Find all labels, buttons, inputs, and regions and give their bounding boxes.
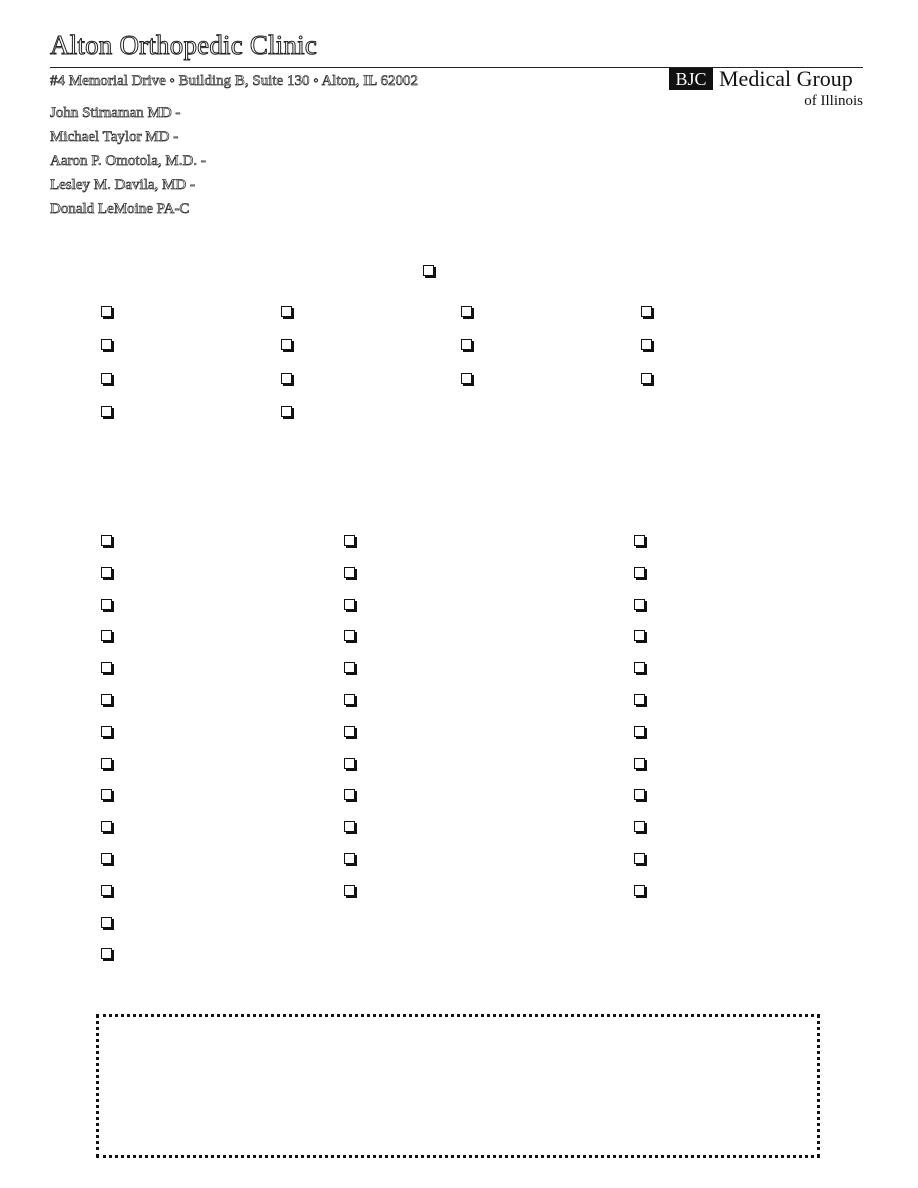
checkbox-grid-a-c2-r1[interactable]	[281, 306, 292, 317]
checkbox-grid-a-c3-r3[interactable]	[461, 373, 472, 384]
checkbox-grid-b-c1-r5[interactable]	[101, 662, 112, 673]
checkbox-grid-a-c3-r1[interactable]	[461, 306, 472, 317]
checkbox-grid-b-c2-r2[interactable]	[344, 567, 355, 578]
checkbox-grid-a-c4-r1[interactable]	[641, 306, 652, 317]
notes-box[interactable]	[96, 1014, 820, 1158]
checkbox-grid-b-c1-r13[interactable]	[101, 917, 112, 928]
logo-mark: BJC	[669, 68, 713, 90]
checkbox-grid-b-c2-r12[interactable]	[344, 885, 355, 896]
checkbox-grid-b-c2-r9[interactable]	[344, 789, 355, 800]
checkbox-grid-a-c2-r4[interactable]	[281, 406, 292, 417]
checkbox-top[interactable]	[423, 265, 434, 276]
checkbox-grid-b-c1-r2[interactable]	[101, 567, 112, 578]
checkbox-grid-a-c4-r3[interactable]	[641, 373, 652, 384]
checkbox-grid-a-c2-r2[interactable]	[281, 339, 292, 350]
checkbox-grid-a-c3-r2[interactable]	[461, 339, 472, 350]
checkbox-grid-a-c1-r4[interactable]	[101, 406, 112, 417]
checkbox-grid-b-c2-r11[interactable]	[344, 853, 355, 864]
checkbox-grid-b-c2-r10[interactable]	[344, 821, 355, 832]
checkbox-grid-b-c3-r8[interactable]	[634, 758, 645, 769]
checkbox-grid-b-c3-r4[interactable]	[634, 630, 645, 641]
checkbox-grid-a-c4-r2[interactable]	[641, 339, 652, 350]
checkbox-grid-b-c2-r4[interactable]	[344, 630, 355, 641]
checkbox-grid-b-c1-r11[interactable]	[101, 853, 112, 864]
checkbox-grid-b-c2-r7[interactable]	[344, 726, 355, 737]
checkbox-grid-b-c2-r5[interactable]	[344, 662, 355, 673]
provider-5: Donald LeMoine PA-C	[50, 201, 190, 217]
checkbox-grid-b-c1-r9[interactable]	[101, 789, 112, 800]
checkbox-grid-b-c3-r7[interactable]	[634, 726, 645, 737]
checkbox-grid-b-c1-r1[interactable]	[101, 535, 112, 546]
checkbox-grid-b-c3-r11[interactable]	[634, 853, 645, 864]
checkbox-grid-b-c3-r12[interactable]	[634, 885, 645, 896]
clinic-name: Alton Orthopedic Clinic	[50, 30, 318, 60]
checkbox-grid-b-c2-r8[interactable]	[344, 758, 355, 769]
checkbox-grid-b-c3-r6[interactable]	[634, 694, 645, 705]
checkbox-grid-b-c3-r10[interactable]	[634, 821, 645, 832]
checkbox-grid-b-c1-r10[interactable]	[101, 821, 112, 832]
checkbox-grid-b-c1-r12[interactable]	[101, 885, 112, 896]
checkbox-grid-b-c1-r8[interactable]	[101, 758, 112, 769]
checkbox-grid-b-c2-r3[interactable]	[344, 599, 355, 610]
provider-3: Aaron P. Omotola, M.D. -	[50, 153, 206, 169]
clinic-address: #4 Memorial Drive ◦ Building B, Suite 130 ◦ Alton, IL 62002	[50, 73, 418, 89]
logo-region: of Illinois	[804, 93, 863, 109]
provider-1: John Stirnaman MD -	[50, 105, 181, 121]
checkbox-grid-b-c3-r9[interactable]	[634, 789, 645, 800]
checkbox-grid-b-c1-r4[interactable]	[101, 630, 112, 641]
checkbox-grid-b-c3-r2[interactable]	[634, 567, 645, 578]
checkbox-grid-b-c1-r7[interactable]	[101, 726, 112, 737]
checkbox-grid-b-c2-r1[interactable]	[344, 535, 355, 546]
bjc-logo	[669, 66, 865, 116]
checkbox-grid-a-c1-r2[interactable]	[101, 339, 112, 350]
provider-4: Lesley M. Davila, MD -	[50, 177, 195, 193]
checkbox-grid-a-c1-r1[interactable]	[101, 306, 112, 317]
provider-2: Michael Taylor MD -	[50, 129, 179, 145]
checkbox-grid-a-c1-r3[interactable]	[101, 373, 112, 384]
checkbox-grid-b-c1-r14[interactable]	[101, 948, 112, 959]
logo-name: Medical Group	[719, 66, 853, 91]
checkbox-grid-b-c1-r3[interactable]	[101, 599, 112, 610]
checkbox-grid-b-c2-r6[interactable]	[344, 694, 355, 705]
checkbox-grid-b-c1-r6[interactable]	[101, 694, 112, 705]
checkbox-grid-b-c3-r1[interactable]	[634, 535, 645, 546]
checkbox-grid-a-c2-r3[interactable]	[281, 373, 292, 384]
checkbox-grid-b-c3-r3[interactable]	[634, 599, 645, 610]
checkbox-grid-b-c3-r5[interactable]	[634, 662, 645, 673]
